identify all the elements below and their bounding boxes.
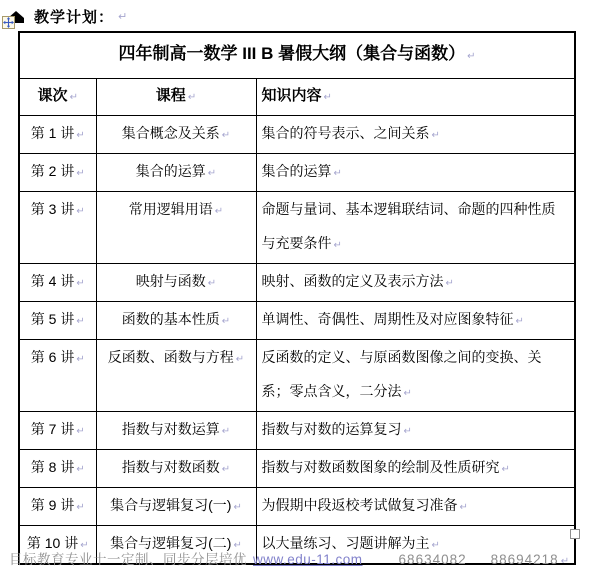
- content-cell[interactable]: 集合的符号表示、之间关系 ↵: [256, 116, 575, 154]
- course-cell[interactable]: 映射与函数 ↵: [96, 264, 256, 302]
- lesson-cell[interactable]: 第 10 讲 ↵: [19, 526, 96, 565]
- end-of-cell-mark-icon: [68, 87, 78, 104]
- end-of-cell-mark-icon: [332, 235, 342, 251]
- table-row: [19, 154, 575, 192]
- table-row: [19, 412, 575, 450]
- end-of-cell-mark-icon: [514, 311, 524, 327]
- table-title-cell[interactable]: [19, 32, 575, 79]
- course-cell[interactable]: 集合与逻辑复习(二) ↵: [96, 526, 256, 565]
- end-of-cell-mark-icon: [220, 421, 230, 437]
- end-of-cell-mark-icon: [213, 201, 223, 217]
- section-heading-row: [8, 5, 127, 27]
- content-cell[interactable]: 反函数的定义、与原函数图像之间的变换、关系；零点含义，二分法 ↵: [256, 340, 575, 412]
- header-cell-course[interactable]: 课程 ↵: [96, 79, 256, 116]
- content-cell[interactable]: 命题与量词、基本逻辑联结词、命题的四种性质与充要条件 ↵: [256, 192, 575, 264]
- lesson-cell[interactable]: 第 7 讲 ↵: [19, 412, 96, 450]
- end-of-cell-mark-icon: [322, 87, 332, 104]
- end-of-cell-mark-icon: [74, 201, 84, 217]
- end-of-cell-mark-icon: [402, 383, 412, 399]
- end-of-cell-mark-icon: [74, 163, 84, 179]
- content-cell[interactable]: 以大量练习、习题讲解为主 ↵: [256, 526, 575, 565]
- footer-phone-1: 68634082: [398, 552, 467, 567]
- table-move-handle[interactable]: [2, 16, 15, 29]
- table-row: [19, 192, 575, 264]
- end-of-cell-mark-icon: [74, 497, 84, 513]
- course-cell[interactable]: 反函数、函数与方程 ↵: [96, 340, 256, 412]
- end-of-cell-mark-icon: [444, 273, 454, 289]
- course-cell[interactable]: 常用逻辑用语 ↵: [96, 192, 256, 264]
- table-resize-handle[interactable]: [570, 529, 580, 539]
- lesson-cell[interactable]: 第 6 讲 ↵: [19, 340, 96, 412]
- header-cell-content[interactable]: 知识内容 ↵: [256, 79, 575, 116]
- table-row: [19, 488, 575, 526]
- table-row: [19, 116, 575, 154]
- end-of-cell-mark-icon: [458, 497, 468, 513]
- end-of-cell-mark-icon: [465, 44, 475, 63]
- end-of-cell-mark-icon: [206, 163, 216, 179]
- course-cell[interactable]: 集合的运算 ↵: [96, 154, 256, 192]
- content-cell[interactable]: 为假期中段返校考试做复习准备 ↵: [256, 488, 575, 526]
- course-cell[interactable]: 集合概念及关系 ↵: [96, 116, 256, 154]
- end-of-cell-mark-icon: [220, 311, 230, 327]
- content-cell[interactable]: 指数与对数的运算复习 ↵: [256, 412, 575, 450]
- lesson-cell[interactable]: 第 3 讲 ↵: [19, 192, 96, 264]
- end-of-cell-mark-icon: [220, 459, 230, 475]
- lesson-cell[interactable]: 第 1 讲 ↵: [19, 116, 96, 154]
- website-link[interactable]: www.edu-11.com: [253, 552, 363, 567]
- schedule-table: [18, 31, 576, 565]
- lesson-cell[interactable]: 第 2 讲 ↵: [19, 154, 96, 192]
- table-header-row: [19, 79, 575, 116]
- end-of-cell-mark-icon: [74, 349, 84, 365]
- table-row: [19, 302, 575, 340]
- end-of-cell-mark-icon: [74, 459, 84, 475]
- lesson-cell[interactable]: 第 5 讲 ↵: [19, 302, 96, 340]
- footer-slogan: 目标教育专业十一定制、同步分层培优: [9, 552, 247, 567]
- header-cell-lesson[interactable]: 课次 ↵: [19, 79, 96, 116]
- footer-phone-2: 88694218: [490, 552, 559, 567]
- table-row: [19, 264, 575, 302]
- section-heading: 教学计划：: [34, 8, 115, 26]
- end-of-cell-mark-icon: [402, 421, 412, 437]
- paragraph-mark-icon: [559, 552, 570, 567]
- course-cell[interactable]: 指数与对数运算 ↵: [96, 412, 256, 450]
- course-cell[interactable]: 集合与逻辑复习(一) ↵: [96, 488, 256, 526]
- table-row: [19, 450, 575, 488]
- table-title-row: [19, 32, 575, 79]
- end-of-cell-mark-icon: [206, 273, 216, 289]
- table-row: [19, 340, 575, 412]
- footer: [9, 548, 570, 568]
- lesson-cell[interactable]: 第 4 讲 ↵: [19, 264, 96, 302]
- content-cell[interactable]: 集合的运算 ↵: [256, 154, 575, 192]
- end-of-cell-mark-icon: [500, 459, 510, 475]
- end-of-cell-mark-icon: [234, 349, 244, 365]
- end-of-cell-mark-icon: [430, 125, 440, 141]
- content-cell[interactable]: 单调性、奇偶性、周期性及对应图象特征 ↵: [256, 302, 575, 340]
- paragraph-mark-icon: [114, 7, 127, 25]
- end-of-cell-mark-icon: [231, 497, 241, 513]
- end-of-cell-mark-icon: [332, 163, 342, 179]
- table-title: 四年制高一数学 III B 暑假大纲（集合与函数）: [118, 44, 466, 63]
- end-of-cell-mark-icon: [74, 311, 84, 327]
- end-of-cell-mark-icon: [220, 125, 230, 141]
- end-of-cell-mark-icon: [74, 125, 84, 141]
- course-cell[interactable]: 指数与对数函数 ↵: [96, 450, 256, 488]
- content-cell[interactable]: 指数与对数函数图象的绘制及性质研究 ↵: [256, 450, 575, 488]
- course-cell[interactable]: 函数的基本性质 ↵: [96, 302, 256, 340]
- end-of-cell-mark-icon: [74, 273, 84, 289]
- lesson-cell[interactable]: 第 9 讲 ↵: [19, 488, 96, 526]
- content-cell[interactable]: 映射、函数的定义及表示方法 ↵: [256, 264, 575, 302]
- move-arrows-icon: [3, 17, 14, 28]
- end-of-cell-mark-icon: [74, 421, 84, 437]
- end-of-cell-mark-icon: [186, 87, 196, 104]
- lesson-cell[interactable]: 第 8 讲 ↵: [19, 450, 96, 488]
